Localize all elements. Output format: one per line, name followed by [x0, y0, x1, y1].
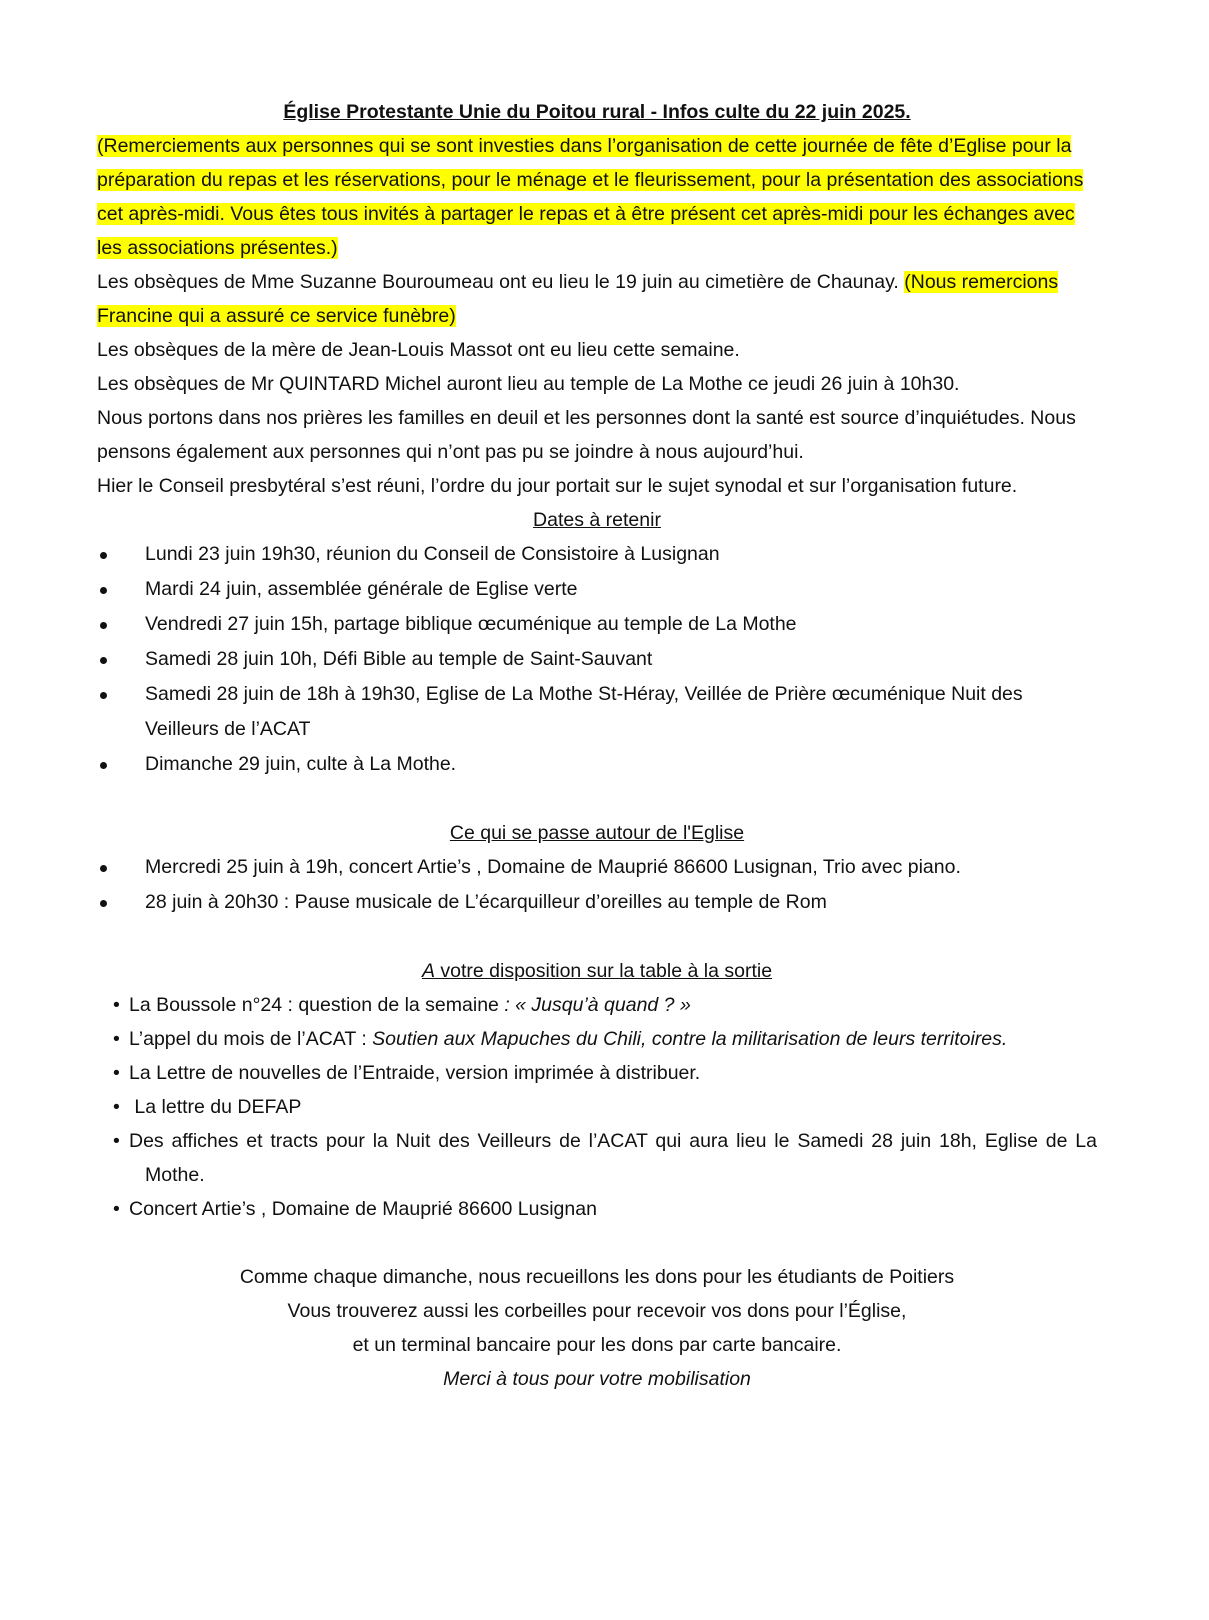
title-text: Église Protestante Unie du Poitou rural - Infos culte du 22 juin 2025.	[283, 101, 911, 123]
closing-thanks: Merci à tous pour votre mobilisation	[443, 1368, 751, 1390]
closing-line: Vous trouverez aussi les corbeilles pour recevoir vos dons pour l’Église,	[287, 1300, 907, 1322]
bullet-icon: •	[113, 1130, 120, 1152]
dates-heading	[97, 503, 1097, 537]
thanks-paragraph	[97, 129, 1097, 265]
item-text: La Lettre de nouvelles de l’Entraide, version imprimée à distribuer.	[129, 1062, 701, 1084]
list-item: Samedi 28 juin 10h, Défi Bible au temple de Saint-Sauvant	[97, 642, 1097, 677]
around-heading-text: Ce qui se passe autour de l'Eglise	[449, 822, 745, 844]
list-item	[97, 1022, 1097, 1056]
document-page	[97, 95, 1097, 1396]
heading-italic: A	[421, 960, 435, 982]
item-text: L’appel du mois de l’ACAT :	[129, 1028, 373, 1050]
prayers-paragraph: Nous portons dans nos prières les familles en deuil et les personnes dont la santé est source d’inquiétudes. Nous pensons également aux personnes qui n’ont pas pu se joindre à nous aujourd’hui.	[97, 407, 1076, 463]
bullet-icon: •	[113, 1096, 120, 1118]
dates-heading-text: Dates à retenir	[533, 509, 661, 531]
funeral-text: Les obsèques de Mme Suzanne Bouroumeau ont eu lieu le 19 juin au cimetière de Chaunay.	[97, 271, 899, 293]
dates-list	[97, 537, 1097, 782]
around-list	[97, 850, 1097, 920]
item-text: La Boussole n°24 : question de la semaine	[129, 994, 505, 1016]
item-text: Des affiches et tracts pour la Nuit des Veilleurs de l’ACAT qui aura lieu le Samedi 28 juin 18h, Eglise de La Mothe.	[129, 1130, 1097, 1186]
bullet-icon: •	[113, 1028, 120, 1050]
document-title	[97, 95, 1097, 129]
item-text: Concert Artie’s , Domaine de Mauprié 86600 Lusignan	[129, 1198, 597, 1220]
funeral-paragraph-2: Les obsèques de la mère de Jean-Louis Massot ont eu lieu cette semaine.	[97, 339, 740, 361]
list-item: Mardi 24 juin, assemblée générale de Eglise verte	[97, 572, 1097, 607]
list-item: Samedi 28 juin de 18h à 19h30, Eglise de La Mothe St-Héray, Veillée de Prière œcuménique Nuit des Veilleurs de l’ACAT	[97, 677, 1097, 747]
list-item	[97, 1090, 1097, 1124]
list-item	[97, 1124, 1097, 1192]
list-item	[97, 1192, 1097, 1226]
list-item	[97, 988, 1097, 1022]
item-italic: : « Jusqu’à quand ? »	[504, 994, 691, 1016]
funeral-paragraph-1	[97, 265, 1097, 333]
bullet-icon: •	[113, 1062, 120, 1084]
list-item	[97, 1056, 1097, 1090]
bullet-icon: •	[113, 1198, 120, 1220]
list-item: 28 juin à 20h30 : Pause musicale de L’écarquilleur d’oreilles au temple de Rom	[97, 885, 1097, 920]
highlighted-note: (Nous remercions Francine qui a assuré ce service funèbre)	[97, 271, 1059, 327]
list-item: Dimanche 29 juin, culte à La Mothe.	[97, 747, 1097, 782]
table-heading	[97, 954, 1097, 988]
table-heading-text	[422, 960, 772, 982]
table-list	[97, 988, 1097, 1226]
item-italic: Soutien aux Mapuches du Chili, contre la militarisation de leurs territoires.	[372, 1028, 1008, 1050]
closing-line: et un terminal bancaire pour les dons par carte bancaire.	[352, 1334, 842, 1356]
around-heading	[97, 816, 1097, 850]
bullet-icon: •	[113, 994, 120, 1016]
council-paragraph: Hier le Conseil presbytéral s’est réuni, l’ordre du jour portait sur le sujet synodal et sur l’organisation future.	[97, 475, 1018, 497]
heading-rest: votre disposition sur la table à la sortie	[434, 960, 773, 982]
highlighted-thanks: (Remerciements aux personnes qui se sont investies dans l’organisation de cette journée de fête d’Eglise pour la préparation du repas et les réservations, pour le ménage et le fleurissement, pour la présentation des associations cet après-midi. Vous êtes tous invités à partager le repas et à être présent cet après-midi pour les échanges avec les associations présentes.)	[97, 135, 1084, 259]
item-text: La lettre du DEFAP	[129, 1096, 302, 1118]
closing-line: Comme chaque dimanche, nous recueillons les dons pour les étudiants de Poitiers	[239, 1266, 955, 1288]
list-item: Mercredi 25 juin à 19h, concert Artie’s , Domaine de Mauprié 86600 Lusignan, Trio avec piano.	[97, 850, 1097, 885]
funeral-paragraph-3: Les obsèques de Mr QUINTARD Michel auront lieu au temple de La Mothe ce jeudi 26 juin à 10h30.	[97, 373, 960, 395]
list-item: Lundi 23 juin 19h30, réunion du Conseil de Consistoire à Lusignan	[97, 537, 1097, 572]
list-item: Vendredi 27 juin 15h, partage biblique œcuménique au temple de La Mothe	[97, 607, 1097, 642]
